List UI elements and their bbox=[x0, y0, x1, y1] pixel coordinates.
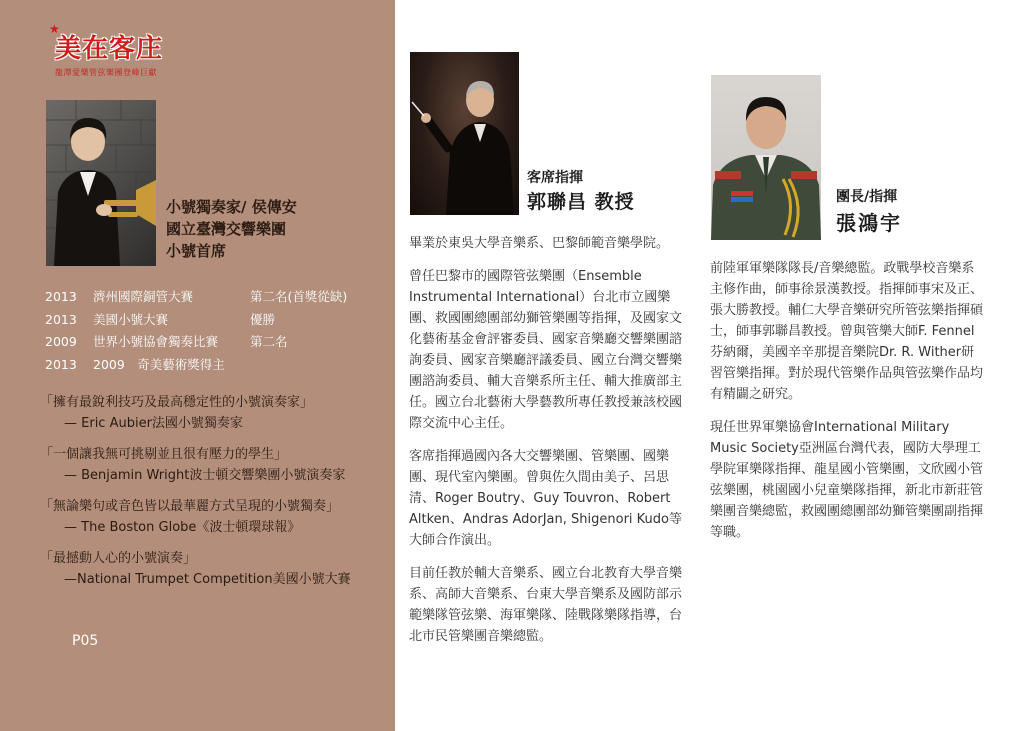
award-row bbox=[45, 309, 385, 332]
bio-paragraph: 目前任教於輔大音樂系、國立台北教育大學音樂系、高師大音樂系、台東大學音樂系及國防部示範樂隊管弦樂、海軍樂隊、陸戰隊樂隊指導，台北市民管樂團音樂總監。 bbox=[409, 566, 683, 644]
soloist-photo bbox=[46, 100, 156, 266]
award-year: 2013 bbox=[45, 289, 77, 304]
quote-source: — Benjamin Wright波士頓交響樂團小號演奏家 bbox=[64, 468, 346, 483]
award-year: 2013 bbox=[45, 356, 77, 372]
conductor-name: 張鴻宇 bbox=[836, 211, 902, 235]
award-competition: 美國小號大賽 bbox=[93, 311, 169, 327]
award-row bbox=[45, 331, 385, 354]
conductor-bio bbox=[710, 258, 985, 555]
soloist-title-line: 國立臺灣交響樂團 bbox=[166, 220, 287, 238]
guest-conductor-name: 郭聯昌 教授 bbox=[527, 191, 635, 213]
quote-text: 「擁有最銳利技巧及最高穩定性的小號演奏家」 bbox=[40, 395, 314, 410]
logo-subtitle: 龍潭愛樂管弦樂團登峰巨獻 bbox=[55, 68, 157, 77]
bio-paragraph: 客席指揮過國內各大交響樂團、管樂團、國樂團、現代室內樂團。曾與佐久間由美子、呂思清、Roger Boutry、Guy Touvron、Robert Altken、Andras AdorJan, Shigenori Kudo等大師合作演出。 bbox=[409, 449, 682, 548]
award-result: 第二名(首獎從缺) bbox=[250, 289, 348, 304]
guest-conductor-bio bbox=[409, 233, 682, 659]
bio-paragraph: 前陸軍軍樂隊隊長/音樂總監。政戰學校音樂系主修作曲，師事徐景漢教授。指揮師事宋及正、張大勝教授。輔仁大學音樂研究所管弦樂指揮碩士，師事郭聯昌教授。曾與管樂大師F. Fennel芬納爾，美國辛辛那提音樂院Dr. R. Wither研習管樂指揮。對於現代管樂作品與管弦樂作品均有精闢之研究。 bbox=[710, 261, 984, 402]
page-number: P05 bbox=[72, 633, 99, 649]
award-result: 第二名 bbox=[250, 334, 288, 349]
conductor-photo bbox=[711, 75, 821, 240]
star-icon: ★ bbox=[49, 22, 60, 36]
conductor-header bbox=[836, 186, 902, 238]
soloist-title-line: 小號獨奏家/ 侯傳安 bbox=[166, 198, 297, 216]
awards-list bbox=[45, 286, 385, 376]
bio-paragraph: 現任世界軍樂協會International Military Music Society亞洲區台灣代表，國防大學理工學院軍樂隊指揮、龍星國小管樂團，文欣國小管弦樂團，桃園國小兒童樂隊指揮，新北市新莊管樂團音樂總監，救國團總團部幼獅管樂團副指揮等職。 bbox=[710, 420, 984, 540]
award-row bbox=[45, 354, 385, 377]
event-logo bbox=[49, 22, 164, 78]
conductor-role: 團長/指揮 bbox=[836, 189, 898, 205]
award-competition: 2009 奇美藝術獎得主 bbox=[93, 356, 225, 372]
award-competition: 濟州國際銅管大賽 bbox=[93, 289, 194, 304]
soloist-title-line: 小號首席 bbox=[166, 242, 227, 260]
quote-text: 「最撼動人心的小號演奏」 bbox=[40, 551, 197, 566]
award-row bbox=[45, 286, 385, 309]
logo-title: 美在客庄 bbox=[55, 34, 164, 64]
bio-paragraph: 畢業於東吳大學音樂系、巴黎師範音樂學院。 bbox=[409, 236, 670, 251]
quotes-list bbox=[40, 393, 390, 601]
quote-source: — Eric Aubier法國小號獨奏家 bbox=[64, 416, 243, 431]
left-panel bbox=[0, 0, 395, 731]
quote-source: — The Boston Globe《波士頓環球報》 bbox=[64, 520, 301, 535]
guest-conductor-header bbox=[527, 168, 635, 216]
award-competition: 世界小號協會獨奏比賽 bbox=[93, 334, 219, 349]
quote bbox=[40, 497, 390, 539]
award-year: 2009 bbox=[45, 334, 77, 349]
quote-text: 「無論樂句或音色皆以最華麗方式呈現的小號獨奏」 bbox=[40, 499, 340, 514]
quote-text: 「一個讓我無可挑剔並且很有壓力的學生」 bbox=[40, 447, 288, 462]
soloist-title bbox=[166, 196, 297, 262]
quote bbox=[40, 393, 390, 435]
guest-conductor-role: 客席指揮 bbox=[527, 170, 583, 186]
quote bbox=[40, 445, 390, 487]
quote bbox=[40, 549, 390, 591]
award-year: 2013 bbox=[45, 311, 77, 327]
bio-paragraph: 曾任巴黎市的國際管弦樂團（Ensemble Instrumental International）台北市立國樂團、救國團總團部幼獅管樂團等指揮，及國家文化藝術基金會評審委員、國家音樂廳交響樂團諮詢委員、國家音樂廳評議委員、國立台灣交響樂團諮詢委員、輔大音樂系所主任、輔大推廣部主任。國立台北藝術大學藝教所專任教授兼該校國際交流中心主任。 bbox=[409, 269, 683, 431]
quote-source: —National Trumpet Competition美國小號大賽 bbox=[64, 572, 351, 587]
award-result: 優勝 bbox=[250, 311, 276, 327]
guest-conductor-photo bbox=[410, 52, 519, 215]
